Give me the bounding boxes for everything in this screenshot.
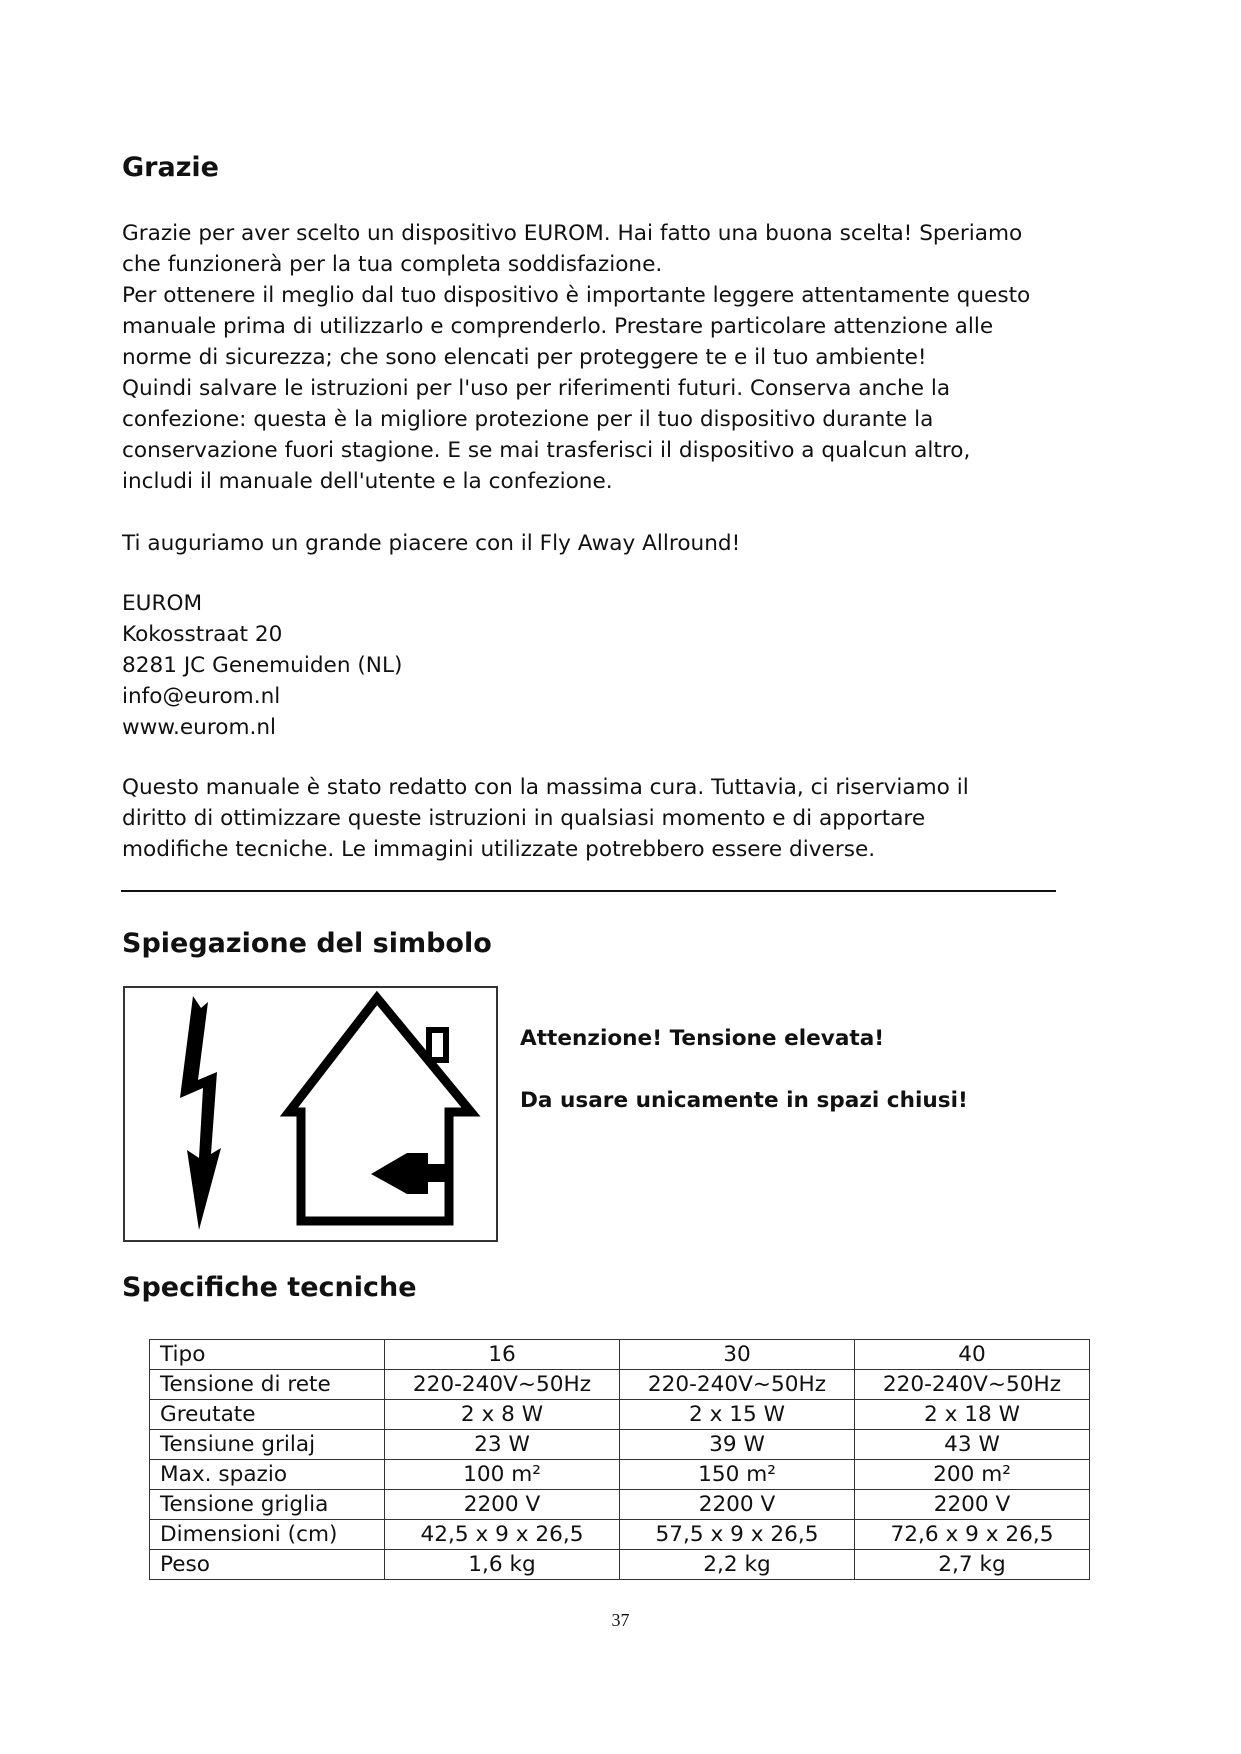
- table-row: [150, 1370, 1090, 1400]
- table-cell: 39 W: [620, 1430, 855, 1460]
- table-cell: 2 x 15 W: [620, 1400, 855, 1430]
- lightning-bolt-icon: [180, 996, 221, 1230]
- text-line: conservazione fuori stagione. E se mai trasferisci il dispositivo a qualcun altro,: [122, 438, 971, 463]
- table-cell: 2 x 18 W: [855, 1400, 1090, 1430]
- table-row: [150, 1520, 1090, 1550]
- table-cell: 2,7 kg: [855, 1550, 1090, 1580]
- table-cell: 220-240V~50Hz: [620, 1370, 855, 1400]
- row-label: Tipo: [150, 1340, 385, 1370]
- indoor-use-warning: Da usare unicamente in spazi chiusi!: [520, 1088, 968, 1113]
- warning-symbol-box: [123, 986, 498, 1242]
- table-cell: 2200 V: [620, 1490, 855, 1520]
- table-row: [150, 1400, 1090, 1430]
- table-cell: 2200 V: [855, 1490, 1090, 1520]
- table-cell: 2 x 8 W: [385, 1400, 620, 1430]
- page-number: 37: [611, 1610, 630, 1630]
- wish-text: Ti auguriamo un grande piacere con il Fly Away Allround!: [122, 531, 741, 556]
- table-cell: 150 m²: [620, 1460, 855, 1490]
- table-row: [150, 1490, 1090, 1520]
- text-line: diritto di ottimizzare queste istruzioni in qualsiasi momento e di apportare: [122, 806, 926, 831]
- table-cell: 40: [855, 1340, 1090, 1370]
- table-cell: 1,6 kg: [385, 1550, 620, 1580]
- thanks-heading: Grazie: [122, 152, 219, 183]
- company-name: EUROM: [122, 591, 203, 616]
- row-label: Greutate: [150, 1400, 385, 1430]
- high-voltage-warning: Attenzione! Tensione elevata!: [520, 1026, 885, 1051]
- text-line: che funzionerà per la tua completa soddisfazione.: [122, 252, 663, 277]
- disclaimer-paragraph: [122, 772, 969, 865]
- city: 8281 JC Genemuiden (NL): [122, 653, 403, 678]
- specs-heading: Specifiche tecniche: [122, 1272, 417, 1303]
- text-line: includi il manuale dell'utente e la confezione.: [122, 469, 613, 494]
- row-label: Tensiune grilaj: [150, 1430, 385, 1460]
- address-block: [122, 588, 402, 743]
- row-label: Dimensioni (cm): [150, 1520, 385, 1550]
- high-voltage-indoor-icon: [125, 988, 495, 1239]
- house-icon: [289, 998, 471, 1221]
- text-line: Questo manuale è stato redatto con la massima cura. Tuttavia, ci riserviamo il: [122, 775, 969, 800]
- table-cell: 220-240V~50Hz: [385, 1370, 620, 1400]
- row-label: Max. spazio: [150, 1460, 385, 1490]
- text-line: Grazie per aver scelto un dispositivo EUROM. Hai fatto una buona scelta! Speriamo: [122, 221, 1023, 246]
- arrow-left-icon: [371, 1153, 449, 1194]
- specs-table: [149, 1339, 1090, 1580]
- table-cell: 72,6 x 9 x 26,5: [855, 1520, 1090, 1550]
- table-cell: 100 m²: [385, 1460, 620, 1490]
- text-line: norme di sicurezza; che sono elencati per proteggere te e il tuo ambiente!: [122, 345, 927, 370]
- table-cell: 16: [385, 1340, 620, 1370]
- symbol-heading: Spiegazione del simbolo: [122, 928, 492, 959]
- table-cell: 2200 V: [385, 1490, 620, 1520]
- table-cell: 23 W: [385, 1430, 620, 1460]
- table-cell: 43 W: [855, 1430, 1090, 1460]
- text-line: Quindi salvare le istruzioni per l'uso per riferimenti futuri. Conserva anche la: [122, 376, 951, 401]
- website-link[interactable]: www.eurom.nl: [122, 715, 277, 740]
- table-row: [150, 1460, 1090, 1490]
- thanks-paragraph: [122, 218, 1030, 497]
- table-cell: 200 m²: [855, 1460, 1090, 1490]
- row-label: Peso: [150, 1550, 385, 1580]
- section-divider: [121, 890, 1056, 892]
- text-line: modifiche tecniche. Le immagini utilizzate potrebbero essere diverse.: [122, 837, 876, 862]
- text-line: Per ottenere il meglio dal tuo dispositivo è importante leggere attentamente questo: [122, 283, 1031, 308]
- table-row: [150, 1430, 1090, 1460]
- text-line: confezione: questa è la migliore protezione per il tuo dispositivo durante la: [122, 407, 934, 432]
- table-cell: 30: [620, 1340, 855, 1370]
- row-label: Tensione griglia: [150, 1490, 385, 1520]
- table-cell: 42,5 x 9 x 26,5: [385, 1520, 620, 1550]
- email-link[interactable]: info@eurom.nl: [122, 684, 281, 709]
- text-line: manuale prima di utilizzarlo e comprenderlo. Prestare particolare attenzione alle: [122, 314, 994, 339]
- table-cell: 57,5 x 9 x 26,5: [620, 1520, 855, 1550]
- table-row: [150, 1340, 1090, 1370]
- table-cell: 2,2 kg: [620, 1550, 855, 1580]
- row-label: Tensione di rete: [150, 1370, 385, 1400]
- table-row: [150, 1550, 1090, 1580]
- street: Kokosstraat 20: [122, 622, 283, 647]
- table-cell: 220-240V~50Hz: [855, 1370, 1090, 1400]
